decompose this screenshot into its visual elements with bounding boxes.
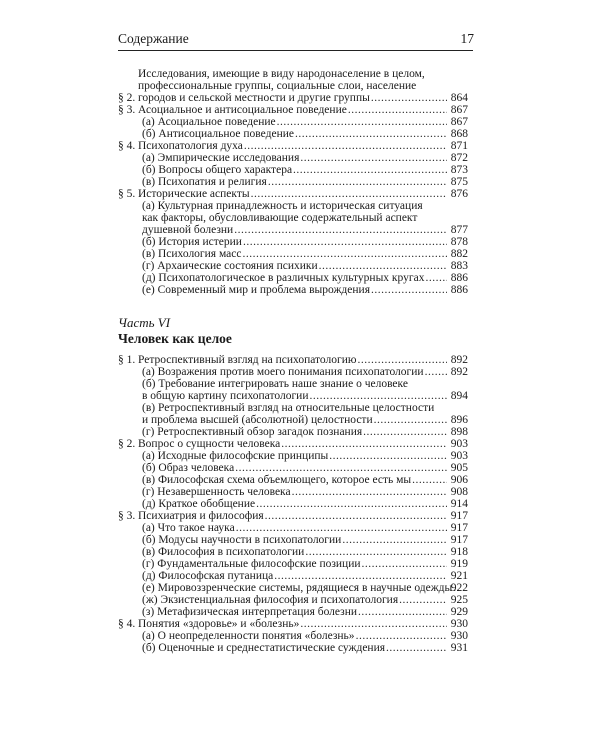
dot-leader <box>412 474 447 486</box>
entry-title <box>138 188 448 200</box>
toc-subentry[interactable] <box>118 570 468 582</box>
entry-title <box>138 486 448 498</box>
entry-title-line: (б) Вопросы общего характера <box>142 164 293 176</box>
entry-title <box>138 462 448 474</box>
entry-title <box>138 116 448 128</box>
entry-title-last-line <box>138 92 448 104</box>
entry-page-number: 919 <box>450 558 468 570</box>
entry-title-line: (в) Психопатия и религия <box>142 176 267 188</box>
entry-title <box>138 570 448 582</box>
dot-leader <box>425 272 447 284</box>
dot-leader <box>277 116 447 128</box>
entry-title-line: (а) Культурная принадлежность и историческая ситуация <box>142 200 423 212</box>
section-number: § 5. <box>118 188 136 200</box>
toc-subentry[interactable] <box>118 402 468 426</box>
toc-subentry[interactable] <box>118 582 468 594</box>
entry-title-line: Понятия «здоровье» и «болезнь» <box>138 618 300 630</box>
dot-leader <box>386 642 447 654</box>
entry-page-number: 930 <box>450 618 468 630</box>
dot-leader <box>348 104 447 116</box>
dot-leader <box>342 534 447 546</box>
entry-page-number: 918 <box>450 546 468 558</box>
dot-leader <box>281 438 447 450</box>
entry-title-line: (б) Образ человека <box>142 462 235 474</box>
entry-title <box>138 402 448 426</box>
entry-title <box>138 522 448 534</box>
entry-title-line: Исторические аспекты <box>138 188 250 200</box>
toc-subentry[interactable] <box>118 474 468 486</box>
entry-page-number: 930 <box>450 630 468 642</box>
entry-page-number: 892 <box>450 354 468 366</box>
toc-subentry[interactable] <box>118 116 468 128</box>
entry-title-line: (а) Возражения против моего понимания психопатологии <box>142 366 424 378</box>
entry-title <box>138 546 448 558</box>
entry-title-line: (г) Фундаментальные философские позиции <box>142 558 361 570</box>
entry-title <box>138 630 448 642</box>
toc-entry[interactable] <box>118 188 468 200</box>
entry-title-line: (г) Незавершенность человека <box>142 486 291 498</box>
entry-title <box>138 248 448 260</box>
entry-title <box>138 594 448 606</box>
entry-title-line: Психопатология духа <box>138 140 243 152</box>
toc-subentry[interactable] <box>118 606 468 618</box>
entry-title-line: (а) Исходные философские принципы <box>142 450 329 462</box>
entry-title <box>138 284 448 296</box>
entry-title <box>138 152 448 164</box>
entry-title-line: профессиональные группы, социальные слои, население <box>138 80 417 92</box>
entry-title-line: (г) Ретроспективный обзор загадок познания <box>142 426 363 438</box>
entry-title-line: (д) Краткое обобщение <box>142 498 256 510</box>
dot-leader <box>371 284 447 296</box>
toc-subentry[interactable] <box>118 486 468 498</box>
dot-leader <box>295 128 447 140</box>
toc-subentry[interactable] <box>118 546 468 558</box>
entry-page-number: 896 <box>450 414 468 426</box>
entry-title-line: (а) Что такое наука <box>142 522 235 534</box>
dot-leader <box>362 558 447 570</box>
entry-title <box>138 128 448 140</box>
entry-title-line: (ж) Экзистенциальная философия и психопатология <box>142 594 399 606</box>
entry-title <box>138 140 448 152</box>
entry-title-last-line <box>142 224 448 236</box>
entry-page-number: 917 <box>450 522 468 534</box>
entry-title <box>138 450 448 462</box>
toc-subentry[interactable] <box>118 450 468 462</box>
dot-leader <box>234 224 447 236</box>
entry-page-number: 903 <box>450 438 468 450</box>
entry-title-line: (д) Психопатологическое в различных культурных кругах <box>142 272 425 284</box>
entry-page-number: 894 <box>450 390 468 402</box>
running-header <box>118 31 474 47</box>
toc-subentry[interactable] <box>118 558 468 570</box>
entry-title-line: (б) Требование интегрировать наше знание о человеке <box>142 378 408 390</box>
dot-leader <box>363 426 447 438</box>
entry-title-line: (б) Модусы научности в психопатологии <box>142 534 342 546</box>
dot-leader <box>242 248 447 260</box>
dot-leader <box>274 570 447 582</box>
entry-page-number: 886 <box>450 284 468 296</box>
dot-leader <box>371 92 447 104</box>
entry-title <box>138 618 448 630</box>
entry-title <box>138 200 448 236</box>
entry-title <box>138 366 448 378</box>
entry-title <box>138 354 448 366</box>
toc-block-part6 <box>118 354 468 654</box>
toc-subentry[interactable] <box>118 594 468 606</box>
entry-page-number: 883 <box>450 260 468 272</box>
entry-title-last-line <box>142 390 448 402</box>
dot-leader <box>374 414 447 426</box>
dot-leader <box>300 152 447 164</box>
entry-page-number: 922 <box>450 582 468 594</box>
entry-page-number: 872 <box>450 152 468 164</box>
entry-page-number: 882 <box>450 248 468 260</box>
toc-subentry[interactable] <box>118 236 468 248</box>
entry-title-line: (з) Метафизическая интерпретация болезни <box>142 606 358 618</box>
toc-subentry[interactable] <box>118 164 468 176</box>
toc-subentry[interactable] <box>118 272 468 284</box>
toc-subentry[interactable] <box>118 284 468 296</box>
entry-title-last-line <box>142 414 448 426</box>
toc-block-part5 <box>118 68 468 296</box>
entry-title-line: (а) О неопределенности понятия «болезнь» <box>142 630 355 642</box>
section-number: § 1. <box>118 354 136 366</box>
entry-title <box>138 272 448 284</box>
entry-title-line: (в) Философия в психопатологии <box>142 546 305 558</box>
section-number: § 4. <box>118 140 136 152</box>
dot-leader <box>305 546 447 558</box>
entry-title <box>138 498 448 510</box>
entry-page-number: 864 <box>450 92 468 104</box>
entry-title <box>138 104 448 116</box>
entry-title <box>138 378 448 402</box>
entry-page-number: 867 <box>450 116 468 128</box>
toc-subentry[interactable] <box>118 176 468 188</box>
dot-leader <box>244 140 447 152</box>
entry-title-line: душевной болезни <box>142 224 234 236</box>
entry-title <box>138 164 448 176</box>
dot-leader <box>309 390 447 402</box>
entry-page-number: 929 <box>450 606 468 618</box>
entry-title-line: в общую картину психопатологии <box>142 390 309 402</box>
dot-leader <box>319 260 447 272</box>
entry-page-number: 903 <box>450 450 468 462</box>
entry-title <box>138 642 448 654</box>
entry-title-line: Психиатрия и философия <box>138 510 264 522</box>
entry-title-line: Ретроспективный взгляд на психопатологию <box>138 354 357 366</box>
entry-page-number: 906 <box>450 474 468 486</box>
toc-subentry[interactable] <box>118 522 468 534</box>
dot-leader <box>265 510 447 522</box>
dot-leader <box>300 618 447 630</box>
entry-page-number: 868 <box>450 128 468 140</box>
entry-page-number: 905 <box>450 462 468 474</box>
entry-page-number: 898 <box>450 426 468 438</box>
entry-page-number: 925 <box>450 594 468 606</box>
entry-title-line: (а) Эмпирические исследования <box>142 152 300 164</box>
entry-title <box>138 558 448 570</box>
header-rule <box>118 50 473 51</box>
dot-leader <box>329 450 447 462</box>
entry-page-number: 871 <box>450 140 468 152</box>
dot-leader <box>357 354 447 366</box>
dot-leader <box>292 486 447 498</box>
dot-leader <box>256 498 447 510</box>
section-number: § 2. <box>118 92 136 104</box>
toc-entry[interactable] <box>118 510 468 522</box>
entry-title-line: (д) Философская путаница <box>142 570 274 582</box>
entry-page-number: 892 <box>450 366 468 378</box>
entry-page-number: 908 <box>450 486 468 498</box>
entry-page-number: 914 <box>450 498 468 510</box>
toc-subentry[interactable] <box>118 534 468 546</box>
entry-title-line: Исследования, имеющие в виду народонаселение в целом, <box>138 68 425 80</box>
entry-page-number: 875 <box>450 176 468 188</box>
entry-page-number: 873 <box>450 164 468 176</box>
entry-title-line: Асоциальное и антисоциальное поведение <box>138 104 347 116</box>
toc-subentry[interactable] <box>118 378 468 402</box>
dot-leader <box>268 176 447 188</box>
toc-entry[interactable] <box>118 438 468 450</box>
toc-subentry[interactable] <box>118 426 468 438</box>
toc-entry[interactable] <box>118 354 468 366</box>
entry-title <box>138 510 448 522</box>
toc-subentry[interactable] <box>118 128 468 140</box>
entry-title-line: как факторы, обусловливающие содержательный аспект <box>142 212 418 224</box>
toc-subentry[interactable] <box>118 642 468 654</box>
entry-title <box>138 236 448 248</box>
entry-title <box>138 438 448 450</box>
entry-title-line: (в) Философская схема объемлющего, которое есть мы <box>142 474 412 486</box>
section-number: § 2. <box>118 438 136 450</box>
entry-title <box>138 534 448 546</box>
dot-leader <box>236 522 447 534</box>
entry-title <box>138 474 448 486</box>
part-label: Часть VI <box>118 315 171 330</box>
toc-entry[interactable] <box>118 104 468 116</box>
running-header-title: Содержание <box>118 31 189 46</box>
toc-subentry[interactable] <box>118 366 468 378</box>
toc-entry[interactable] <box>118 140 468 152</box>
section-number: § 3. <box>118 104 136 116</box>
dot-leader <box>425 366 447 378</box>
entry-title-line: Вопрос о сущности человека <box>138 438 281 450</box>
entry-title-line: (б) История истерии <box>142 236 242 248</box>
entry-title <box>138 176 448 188</box>
part-title: Человек как целое <box>118 331 232 346</box>
toc-subentry[interactable] <box>118 248 468 260</box>
entry-page-number: 876 <box>450 188 468 200</box>
toc-subentry[interactable] <box>118 498 468 510</box>
entry-title <box>138 582 453 594</box>
entry-page-number: 931 <box>450 642 468 654</box>
dot-leader <box>235 462 447 474</box>
entry-title <box>138 68 448 104</box>
toc-entry[interactable] <box>118 68 468 104</box>
entry-page-number: 921 <box>450 570 468 582</box>
toc-subentry[interactable] <box>118 260 468 272</box>
entry-page-number: 886 <box>450 272 468 284</box>
entry-title-line: (б) Оценочные и среднестатистические суждения <box>142 642 386 654</box>
dot-leader <box>399 594 447 606</box>
toc-subentry[interactable] <box>118 200 468 236</box>
section-number: § 3. <box>118 510 136 522</box>
entry-title <box>138 426 448 438</box>
entry-page-number: 877 <box>450 224 468 236</box>
section-number: § 4. <box>118 618 136 630</box>
entry-title-line: (а) Асоциальное поведение <box>142 116 276 128</box>
entry-title-line: (е) Мировоззренческие системы, рядящиеся в научные одежды <box>142 582 453 594</box>
entry-page-number: 917 <box>450 534 468 546</box>
entry-title-line: (г) Архаические состояния психики <box>142 260 318 272</box>
entry-title <box>138 260 448 272</box>
dot-leader <box>356 630 447 642</box>
dot-leader <box>251 188 447 200</box>
entry-title-line: (б) Антисоциальное поведение <box>142 128 294 140</box>
entry-page-number: 867 <box>450 104 468 116</box>
toc-subentry[interactable] <box>118 630 468 642</box>
entry-title-line: городов и сельской местности и другие группы <box>138 92 370 104</box>
entry-title-line: (в) Ретроспективный взгляд на относительные целостности <box>142 402 435 414</box>
entry-title-line: (е) Современный мир и проблема вырождения <box>142 284 370 296</box>
page-number: 17 <box>460 31 474 46</box>
dot-leader <box>243 236 447 248</box>
toc-subentry[interactable] <box>118 462 468 474</box>
toc-subentry[interactable] <box>118 152 468 164</box>
entry-title <box>138 606 448 618</box>
entry-title-line: и проблема высшей (абсолютной) целостности <box>142 414 373 426</box>
dot-leader <box>293 164 447 176</box>
toc-entry[interactable] <box>118 618 468 630</box>
entry-page-number: 878 <box>450 236 468 248</box>
entry-page-number: 917 <box>450 510 468 522</box>
dot-leader <box>358 606 447 618</box>
entry-title-line: (в) Психология масс <box>142 248 242 260</box>
